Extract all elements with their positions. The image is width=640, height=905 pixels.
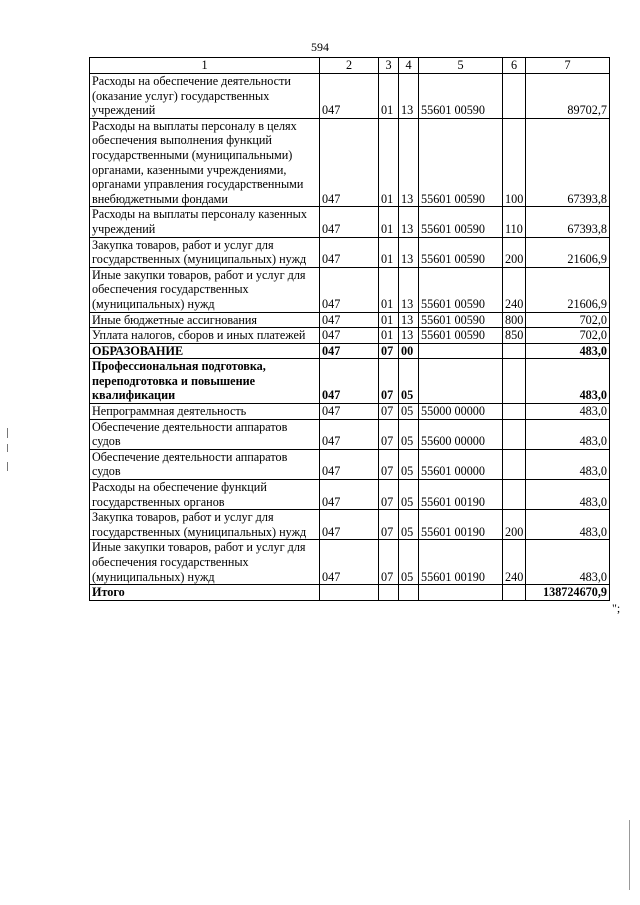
- row-name-cell: Иные бюджетные ассигнования: [90, 312, 320, 328]
- table-footer: [90, 585, 610, 601]
- row-name-cell: Обеспечение деятельности аппаратов судов: [90, 449, 320, 479]
- total-value: 138724670,9: [526, 585, 610, 601]
- row-target-article-cell: 55601 00190: [419, 510, 503, 540]
- row-code-cell: 047: [320, 328, 379, 344]
- row-name-cell: Уплата налогов, сборов и иных платежей: [90, 328, 320, 344]
- column-header: 5: [419, 58, 503, 74]
- table-row: [90, 419, 610, 449]
- row-amount-cell: 483,0: [526, 540, 610, 585]
- row-section-cell: 07: [379, 404, 399, 420]
- row-expense-type-cell: 200: [503, 510, 526, 540]
- row-amount-cell: 483,0: [526, 343, 610, 359]
- row-name-cell: ОБРАЗОВАНИЕ: [90, 343, 320, 359]
- row-amount-cell: 483,0: [526, 480, 610, 510]
- row-code-cell: 047: [320, 267, 379, 312]
- row-target-article-cell: 55601 00000: [419, 449, 503, 479]
- row-amount-cell: 483,0: [526, 419, 610, 449]
- row-expense-type-cell: 100: [503, 118, 526, 207]
- row-target-article-cell: 55601 00590: [419, 207, 503, 237]
- total-label: Итого: [90, 585, 320, 601]
- scan-mark: [629, 820, 630, 890]
- row-code-cell: 047: [320, 449, 379, 479]
- row-name-cell: Расходы на выплаты персоналу казенных учреждений: [90, 207, 320, 237]
- total-row: [90, 585, 610, 601]
- table-row: [90, 480, 610, 510]
- row-expense-type-cell: [503, 343, 526, 359]
- row-amount-cell: 21606,9: [526, 237, 610, 267]
- page-number: 594: [311, 40, 329, 54]
- table-row: [90, 267, 610, 312]
- row-name-cell: Иные закупки товаров, работ и услуг для обеспечения государственных (муниципальных) нужд: [90, 540, 320, 585]
- row-expense-type-cell: [503, 74, 526, 119]
- row-name-cell: Расходы на обеспечение функций государственных органов: [90, 480, 320, 510]
- table-row: [90, 237, 610, 267]
- row-code-cell: 047: [320, 510, 379, 540]
- row-expense-type-cell: [503, 359, 526, 404]
- row-section-cell: 01: [379, 207, 399, 237]
- row-section-cell: 01: [379, 312, 399, 328]
- row-subsection-cell: 13: [399, 74, 419, 119]
- row-subsection-cell: 05: [399, 449, 419, 479]
- row-name-cell: Обеспечение деятельности аппаратов судов: [90, 419, 320, 449]
- row-subsection-cell: 05: [399, 510, 419, 540]
- row-subsection-cell: 13: [399, 328, 419, 344]
- row-subsection-cell: 13: [399, 237, 419, 267]
- row-target-article-cell: 55601 00190: [419, 480, 503, 510]
- row-code-cell: 047: [320, 480, 379, 510]
- budget-table: [89, 57, 610, 601]
- table-row: [90, 207, 610, 237]
- row-section-cell: 07: [379, 540, 399, 585]
- column-header: 1: [90, 58, 320, 74]
- row-code-cell: 047: [320, 237, 379, 267]
- row-section-cell: 07: [379, 510, 399, 540]
- row-name-cell: Непрограммная деятельность: [90, 404, 320, 420]
- row-expense-type-cell: [503, 404, 526, 420]
- table-row: [90, 404, 610, 420]
- table-body: [90, 74, 610, 585]
- row-subsection-cell: 05: [399, 540, 419, 585]
- scan-mark: [7, 462, 8, 471]
- row-section-cell: 01: [379, 118, 399, 207]
- row-name-cell: Профессиональная подготовка, переподготовка и повышение квалификации: [90, 359, 320, 404]
- column-header: 3: [379, 58, 399, 74]
- row-target-article-cell: [419, 359, 503, 404]
- table-row: [90, 510, 610, 540]
- row-name-cell: Иные закупки товаров, работ и услуг для обеспечения государственных (муниципальных) нужд: [90, 267, 320, 312]
- row-expense-type-cell: 240: [503, 540, 526, 585]
- row-section-cell: 07: [379, 343, 399, 359]
- row-target-article-cell: 55601 00590: [419, 267, 503, 312]
- row-code-cell: 047: [320, 540, 379, 585]
- row-expense-type-cell: 850: [503, 328, 526, 344]
- row-name-cell: Закупка товаров, работ и услуг для государственных (муниципальных) нужд: [90, 237, 320, 267]
- row-target-article-cell: 55000 00000: [419, 404, 503, 420]
- row-amount-cell: 702,0: [526, 312, 610, 328]
- table-row: [90, 540, 610, 585]
- row-subsection-cell: 05: [399, 359, 419, 404]
- column-header: 4: [399, 58, 419, 74]
- row-name-cell: Расходы на выплаты персоналу в целях обеспечения выполнения функций государственными (муниципальными) органами, казенными учреждениями, органами управления государственными внебюджетными фондами: [90, 118, 320, 207]
- row-target-article-cell: 55601 00590: [419, 312, 503, 328]
- column-header: 6: [503, 58, 526, 74]
- row-target-article-cell: 55601 00590: [419, 328, 503, 344]
- table-row: [90, 118, 610, 207]
- row-expense-type-cell: [503, 419, 526, 449]
- row-target-article-cell: 55600 00000: [419, 419, 503, 449]
- table-row: [90, 74, 610, 119]
- row-amount-cell: 702,0: [526, 328, 610, 344]
- row-subsection-cell: 13: [399, 267, 419, 312]
- row-target-article-cell: 55601 00190: [419, 540, 503, 585]
- row-section-cell: 07: [379, 480, 399, 510]
- row-amount-cell: 21606,9: [526, 267, 610, 312]
- row-expense-type-cell: 800: [503, 312, 526, 328]
- row-target-article-cell: [419, 343, 503, 359]
- row-section-cell: 01: [379, 328, 399, 344]
- column-header: 2: [320, 58, 379, 74]
- row-code-cell: 047: [320, 118, 379, 207]
- row-amount-cell: 483,0: [526, 510, 610, 540]
- row-section-cell: 07: [379, 419, 399, 449]
- row-amount-cell: 67393,8: [526, 207, 610, 237]
- row-expense-type-cell: [503, 449, 526, 479]
- row-subsection-cell: 13: [399, 312, 419, 328]
- scan-mark: [7, 428, 8, 438]
- row-amount-cell: 483,0: [526, 359, 610, 404]
- row-amount-cell: 483,0: [526, 404, 610, 420]
- row-target-article-cell: 55601 00590: [419, 118, 503, 207]
- row-section-cell: 01: [379, 237, 399, 267]
- row-code-cell: 047: [320, 359, 379, 404]
- row-expense-type-cell: 110: [503, 207, 526, 237]
- row-code-cell: 047: [320, 74, 379, 119]
- row-code-cell: 047: [320, 419, 379, 449]
- row-code-cell: 047: [320, 207, 379, 237]
- row-code-cell: 047: [320, 404, 379, 420]
- row-expense-type-cell: [503, 480, 526, 510]
- table-row: [90, 449, 610, 479]
- table-row: [90, 328, 610, 344]
- scan-mark: [7, 444, 8, 452]
- row-target-article-cell: 55601 00590: [419, 74, 503, 119]
- row-code-cell: 047: [320, 312, 379, 328]
- row-section-cell: 01: [379, 267, 399, 312]
- row-section-cell: 01: [379, 74, 399, 119]
- row-subsection-cell: 05: [399, 480, 419, 510]
- row-subsection-cell: 00: [399, 343, 419, 359]
- row-expense-type-cell: 200: [503, 237, 526, 267]
- row-name-cell: Закупка товаров, работ и услуг для государственных (муниципальных) нужд: [90, 510, 320, 540]
- column-header: 7: [526, 58, 610, 74]
- table-header: [90, 58, 610, 74]
- table-row: [90, 359, 610, 404]
- row-subsection-cell: 05: [399, 404, 419, 420]
- table-row: [90, 343, 610, 359]
- row-amount-cell: 483,0: [526, 449, 610, 479]
- row-target-article-cell: 55601 00590: [419, 237, 503, 267]
- row-code-cell: 047: [320, 343, 379, 359]
- table-row: [90, 312, 610, 328]
- row-subsection-cell: 13: [399, 207, 419, 237]
- row-section-cell: 07: [379, 359, 399, 404]
- row-name-cell: Расходы на обеспечение деятельности (оказание услуг) государственных учреждений: [90, 74, 320, 119]
- row-amount-cell: 89702,7: [526, 74, 610, 119]
- row-expense-type-cell: 240: [503, 267, 526, 312]
- row-subsection-cell: 05: [399, 419, 419, 449]
- row-amount-cell: 67393,8: [526, 118, 610, 207]
- closing-quote-mark: ";: [612, 601, 621, 615]
- row-subsection-cell: 13: [399, 118, 419, 207]
- row-section-cell: 07: [379, 449, 399, 479]
